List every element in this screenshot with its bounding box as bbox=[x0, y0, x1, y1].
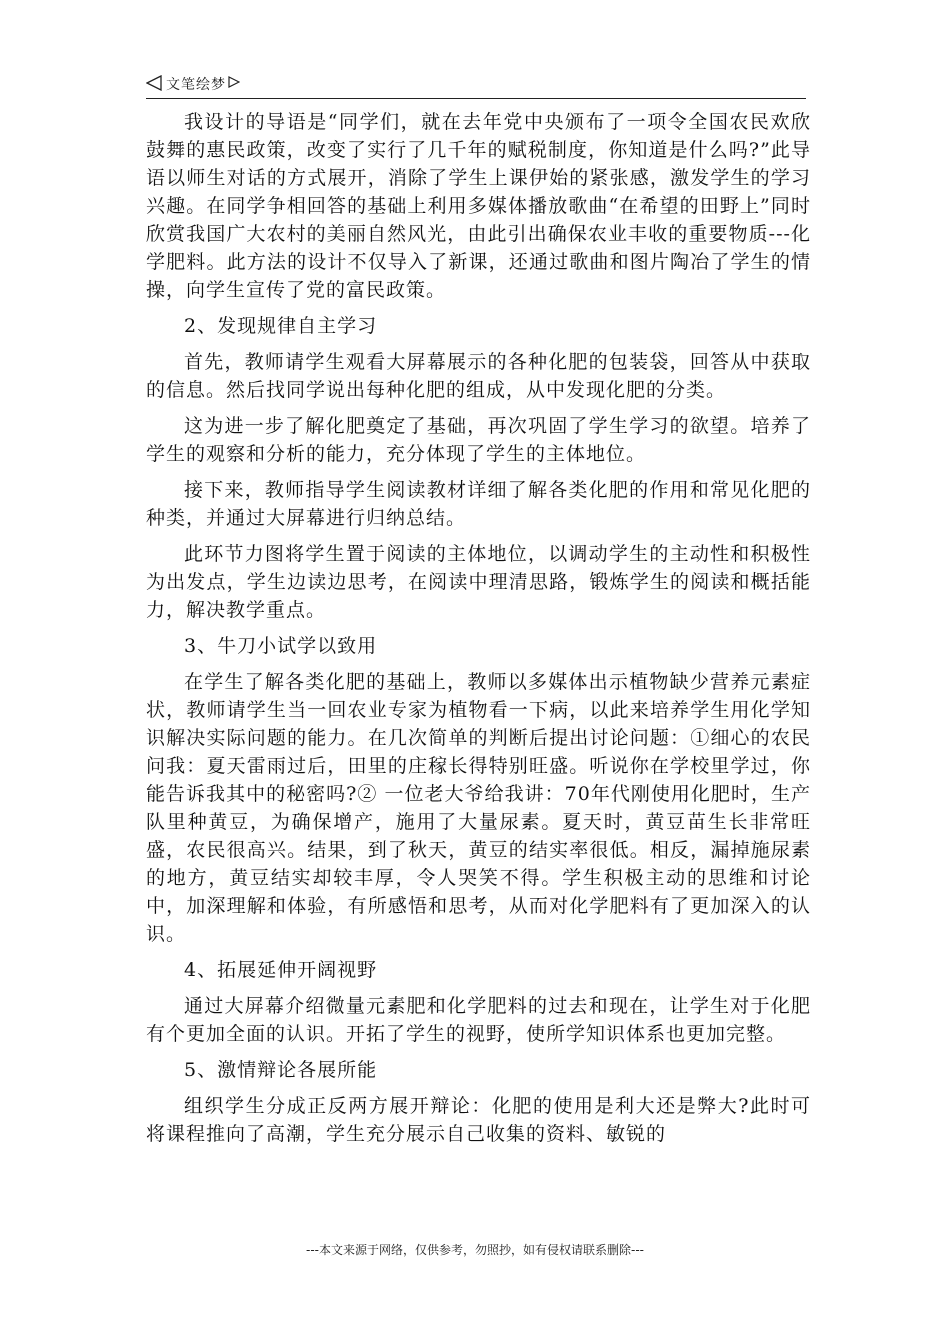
paragraph: 在学生了解各类化肥的基础上，教师以多媒体出示植物缺少营养元素症状，教师请学生当一回农业专家为植物看一下病，以此来培养学生用化学知识解决实际问题的能力。在几次简单的判断后提出讨论问题：①细心的农民问我：夏天雷雨过后，田里的庄稼长得特别旺盛。听说你在学校里学过，你能告诉我其中的秘密吗?② 一位老大爷给我讲：70年代刚使用化肥时，生产队里种黄豆，为确保增产，施用了大量尿素。夏天时，黄豆苗生长非常旺盛，农民很高兴。结果，到了秋天，黄豆的结实率很低。相反，漏掉施尿素的地方，黄豆结实却较丰厚，令人哭笑不得。学生积极主动的思维和讨论中，加深理解和体验，有所感悟和思考，从而对化学肥料有了更加深入的认识。 bbox=[146, 671, 811, 945]
section-heading: 5、激情辩论各展所能 bbox=[184, 1059, 378, 1081]
paragraph: 首先，教师请学生观看大屏幕展示的各种化肥的包装袋，回答从中获取的信息。然后找同学说出每种化肥的组成，从中发现化肥的分类。 bbox=[146, 351, 811, 401]
paragraph: 这为进一步了解化肥奠定了基础，再次巩固了学生学习的欲望。培养了学生的观察和分析的能力，充分体现了学生的主体地位。 bbox=[146, 415, 811, 465]
section-heading: 2、发现规律自主学习 bbox=[184, 315, 378, 337]
triangle-left-icon bbox=[146, 75, 162, 91]
header-brand: 文笔绘梦 bbox=[166, 77, 226, 93]
page-header bbox=[146, 72, 806, 99]
section-heading: 3、牛刀小试学以致用 bbox=[184, 635, 378, 657]
paragraph: 此环节力图将学生置于阅读的主体地位，以调动学生的主动性和积极性为出发点，学生边读边思考，在阅读中理清思路，锻炼学生的阅读和概括能力，解决教学重点。 bbox=[146, 543, 811, 621]
footer-disclaimer: ---本文来源于网络，仅供参考，勿照抄，如有侵权请联系删除--- bbox=[306, 1243, 644, 1257]
section-heading: 4、拓展延伸开阔视野 bbox=[184, 959, 378, 981]
paragraph: 组织学生分成正反两方展开辩论：化肥的使用是利大还是弊大?此时可将课程推向了高潮，学生充分展示自己收集的资料、敏锐的 bbox=[146, 1095, 811, 1145]
triangle-right-icon bbox=[228, 76, 240, 88]
paragraph: 接下来，教师指导学生阅读教材详细了解各类化肥的作用和常见化肥的种类，并通过大屏幕进行归纳总结。 bbox=[146, 479, 811, 529]
document-body bbox=[146, 108, 811, 1156]
paragraph: 我设计的导语是“同学们，就在去年党中央颁布了一项令全国农民欢欣鼓舞的惠民政策，改变了实行了几千年的赋税制度，你知道是什么吗?”此导语以师生对话的方式展开，消除了学生上课伊始的紧张感，激发学生的学习兴趣。在同学争相回答的基础上利用多媒体播放歌曲“在希望的田野上”同时欣赏我国广大农村的美丽自然风光，由此引出确保农业丰收的重要物质---化学肥料。此方法的设计不仅导入了新课，还通过歌曲和图片陶冶了学生的情操，向学生宣传了党的富民政策。 bbox=[146, 111, 811, 301]
paragraph: 通过大屏幕介绍微量元素肥和化学肥料的过去和现在，让学生对于化肥有个更加全面的认识。开拓了学生的视野，使所学知识体系也更加完整。 bbox=[146, 995, 811, 1045]
